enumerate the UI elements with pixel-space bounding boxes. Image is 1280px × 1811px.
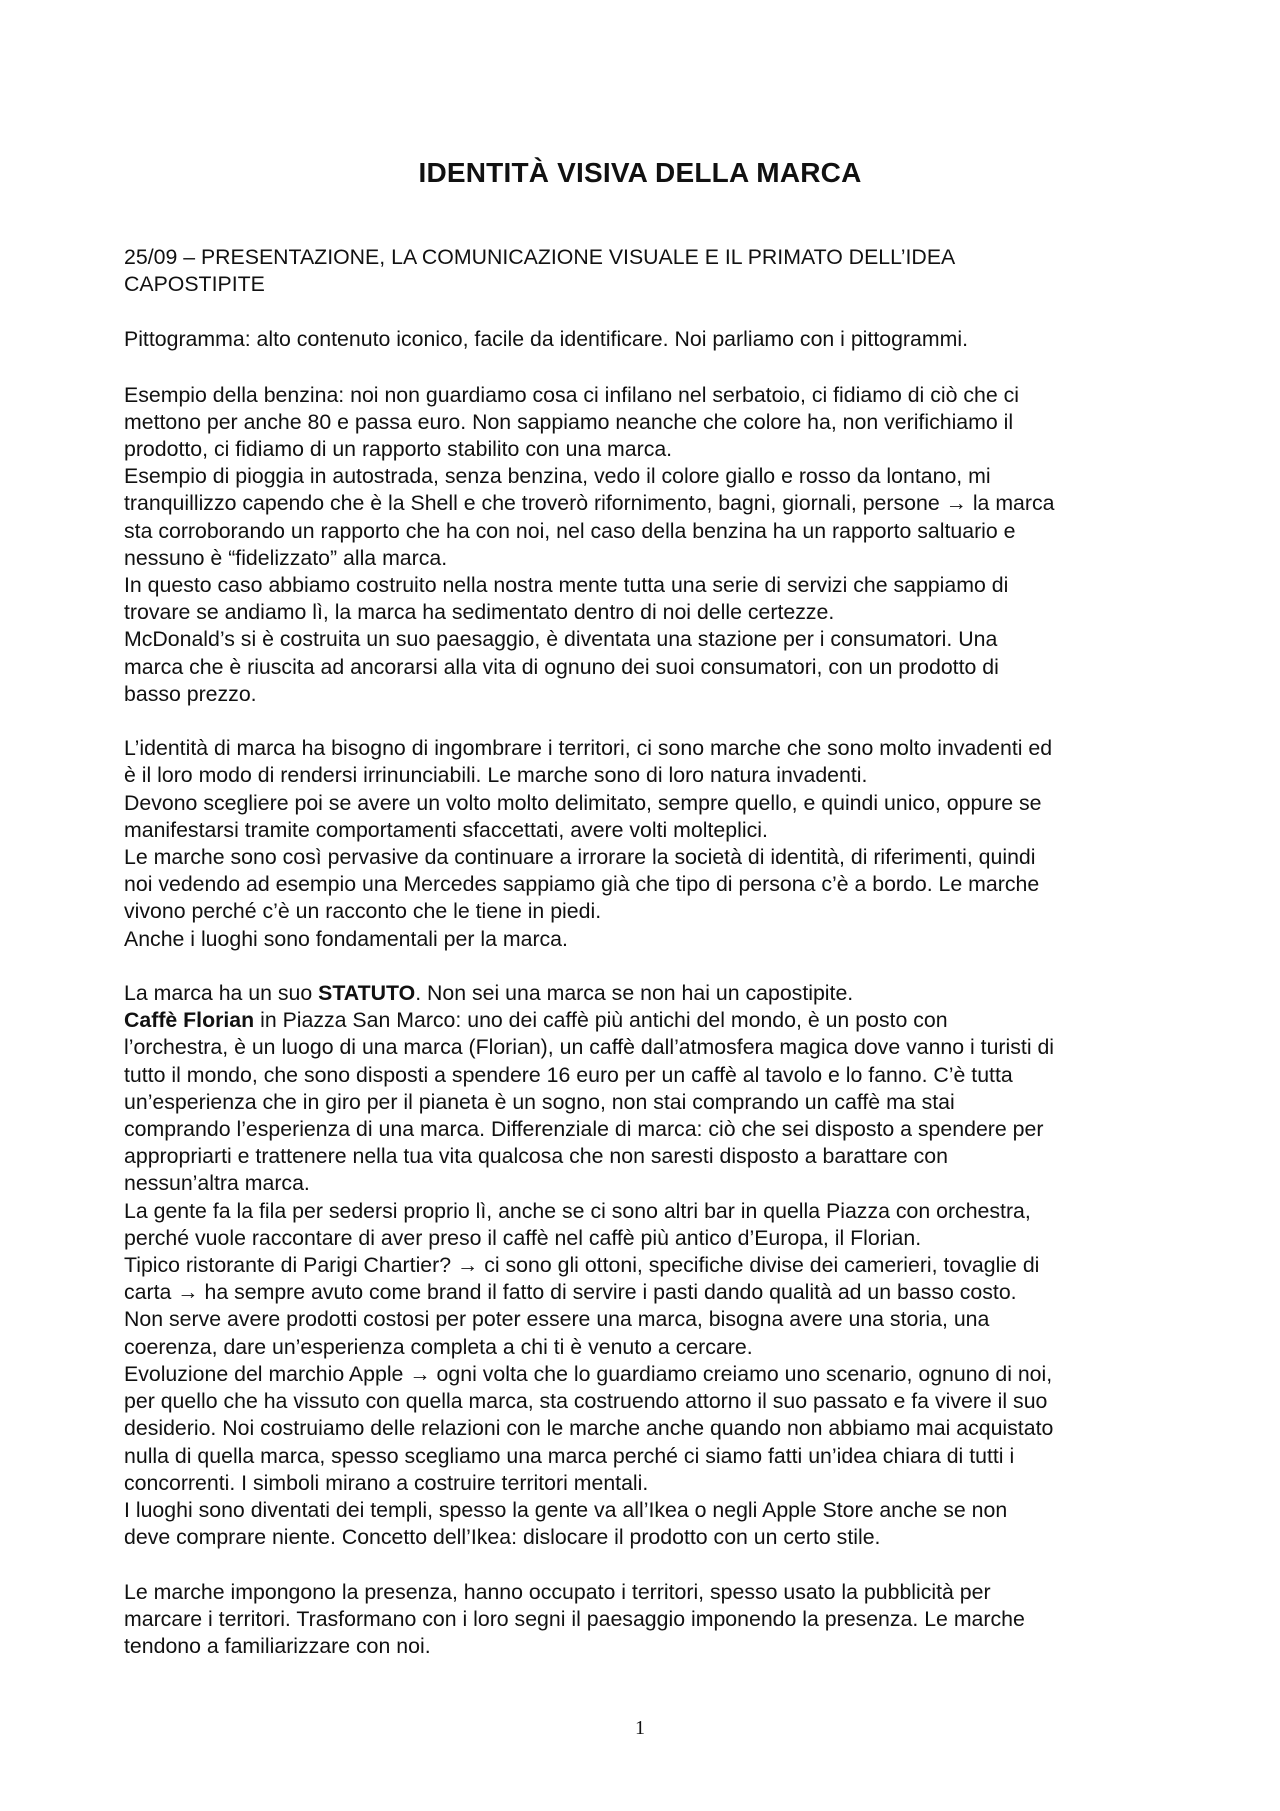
text-span: ha sempre avuto come brand il fatto di servire i pasti dando qualità ad un basso costo. [198,1280,1017,1305]
section-heading [124,244,1172,298]
text-line: sta corroborando un rapporto che ha con noi, nel caso della benzina ha un rapporto saltuario e [124,518,1016,543]
text-span: in Piazza San Marco: uno dei caffè più antichi del mondo, è un posto con [254,1008,948,1033]
text-line: per quello che ha vissuto con quella marca, sta costruendo attorno il suo passato e fa vivere il suo [124,1389,1048,1414]
page-number: 1 [635,1717,645,1739]
text-line: noi vedendo ad esempio una Mercedes sappiamo già che tipo di persona c’è a bordo. Le marche [124,872,1040,897]
text-span: la marca [966,491,1055,516]
text-line: marca che è riuscita ad ancorarsi alla vita di ognuno dei suoi consumatori, con un prodotto di [124,654,999,679]
text-line [124,1279,1172,1306]
text-line: nessun’altra marca. [124,1171,310,1196]
text-line: un’esperienza che in giro per il pianeta è un sogno, non stai comprando un caffè ma stai [124,1089,955,1114]
text-line: tutto il mondo, che sono disposti a spendere 16 euro per un caffè al tavolo e lo fanno. C’è tutta [124,1062,1013,1087]
text-line: appropriarti e trattenere nella tua vita qualcosa che non saresti disposto a barattare con [124,1144,948,1169]
paragraph-identita [124,735,1172,953]
text-span: Tipico ristorante di Parigi Chartier? [124,1253,457,1278]
text-span: ci sono gli ottoni, specifiche divise dei camerieri, tovaglie di [478,1253,1040,1278]
text-span: La marca ha un suo [124,981,319,1006]
document-body [124,244,1172,1660]
text-line: nessuno è “fidelizzato” alla marca. [124,545,448,570]
paragraph-presenza [124,1579,1172,1661]
arrow-right-icon: → [457,1253,479,1278]
text-line: In questo caso abbiamo costruito nella nostra mente tutta una serie di servizi che sappiamo di [124,573,1009,598]
text-line: tendono a familiarizzare con noi. [124,1633,431,1658]
text-line: coerenza, dare un’esperienza completa a chi ti è venuto a cercare. [124,1334,753,1359]
text-line: Esempio di pioggia in autostrada, senza benzina, vedo il colore giallo e rosso da lontano, mi [124,464,991,489]
text-line: perché vuole raccontare di aver preso il caffè nel caffè più antico d’Europa, il Florian. [124,1225,922,1250]
paragraph-statuto [124,980,1172,1551]
text-line: basso prezzo. [124,681,257,706]
text-span: . Non sei una marca se non hai un capostipite. [415,981,854,1006]
text-line [124,1361,1172,1388]
text-line: deve comprare niente. Concetto dell’Ikea: dislocare il prodotto con un certo stile. [124,1525,881,1550]
text-line: l’orchestra, è un luogo di una marca (Florian), un caffè dall’atmosfera magica dove vanno i turisti di [124,1035,1055,1060]
bold-term: STATUTO [318,981,416,1006]
arrow-right-icon: → [945,491,967,516]
text-span: tranquillizzo capendo che è la Shell e che troverò rifornimento, bagni, giornali, persone [124,491,946,516]
text-line: McDonald’s si è costruita un suo paesaggio, è diventata una stazione per i consumatori. Una [124,627,998,652]
text-line: Pittogramma: alto contenuto iconico, facile da identificare. Noi parliamo con i pittogrammi. [124,327,968,352]
text-line: vivono perché c’è un racconto che le tiene in piedi. [124,899,602,924]
text-line: manifestarsi tramite comportamenti sfaccettati, avere volti molteplici. [124,817,768,842]
text-span: carta [124,1280,178,1305]
text-line [124,490,1172,517]
text-line: concorrenti. I simboli mirano a costruire territori mentali. [124,1470,649,1495]
text-line: Le marche impongono la presenza, hanno occupato i territori, spesso usato la pubblicità per [124,1579,991,1604]
text-line: desiderio. Noi costruiamo delle relazioni con le marche anche quando non abbiamo mai acquistato [124,1416,1054,1441]
text-line: Non serve avere prodotti costosi per poter essere una marca, bisogna avere una storia, una [124,1307,990,1332]
text-line: marcare i territori. Trasformano con i loro segni il paesaggio imponendo la presenza. Le marche [124,1606,1025,1631]
bold-term: Caffè Florian [124,1008,255,1033]
text-line: 25/09 – PRESENTAZIONE, LA COMUNICAZIONE VISUALE E IL PRIMATO DELL’IDEA [124,245,956,269]
paragraph-benzina [124,382,1172,708]
arrow-right-icon: → [177,1280,199,1305]
arrow-right-icon: → [409,1361,431,1386]
text-span: Evoluzione del marchio Apple [124,1361,410,1386]
text-line: CAPOSTIPITE [124,272,265,297]
text-line: comprando l’esperienza di una marca. Differenziale di marca: ciò che sei disposto a spendere per [124,1117,1044,1142]
paragraph-pittogramma [124,326,1172,353]
text-line: L’identità di marca ha bisogno di ingombrare i territori, ci sono marche che sono molto invadenti ed [124,736,1053,761]
text-line [124,1007,1172,1034]
text-span: ogni volta che lo guardiamo creiamo uno scenario, ognuno di noi, [430,1361,1053,1386]
text-line: Esempio della benzina: noi non guardiamo cosa ci infilano nel serbatoio, ci fidiamo di ciò che ci [124,382,1019,407]
document-title: IDENTITÀ VISIVA DELLA MARCA [418,157,862,188]
text-line: Anche i luoghi sono fondamentali per la marca. [124,926,568,951]
text-line: trovare se andiamo lì, la marca ha sedimentato dentro di noi delle certezze. [124,600,835,625]
text-line: I luoghi sono diventati dei templi, spesso la gente va all’Ikea o negli Apple Store anche se non [124,1497,1008,1522]
text-line [124,980,1172,1007]
text-line: mettono per anche 80 e passa euro. Non sappiamo neanche che colore ha, non verifichiamo il [124,409,1014,434]
text-line: Le marche sono così pervasive da continuare a irrorare la società di identità, di riferimenti, quindi [124,845,1036,870]
text-line: La gente fa la fila per sedersi proprio lì, anche se ci sono altri bar in quella Piazza con orchestra, [124,1198,1031,1223]
text-line: nulla di quella marca, spesso scegliamo una marca perché ci siamo fatti un’idea chiara di tutti i [124,1443,1015,1468]
text-line: è il loro modo di rendersi irrinunciabili. Le marche sono di loro natura invadenti. [124,763,868,788]
text-line [124,1252,1172,1279]
text-line: Devono scegliere poi se avere un volto molto delimitato, sempre quello, e quindi unico, oppure se [124,790,1042,815]
text-line: prodotto, ci fidiamo di un rapporto stabilito con una marca. [124,437,673,462]
